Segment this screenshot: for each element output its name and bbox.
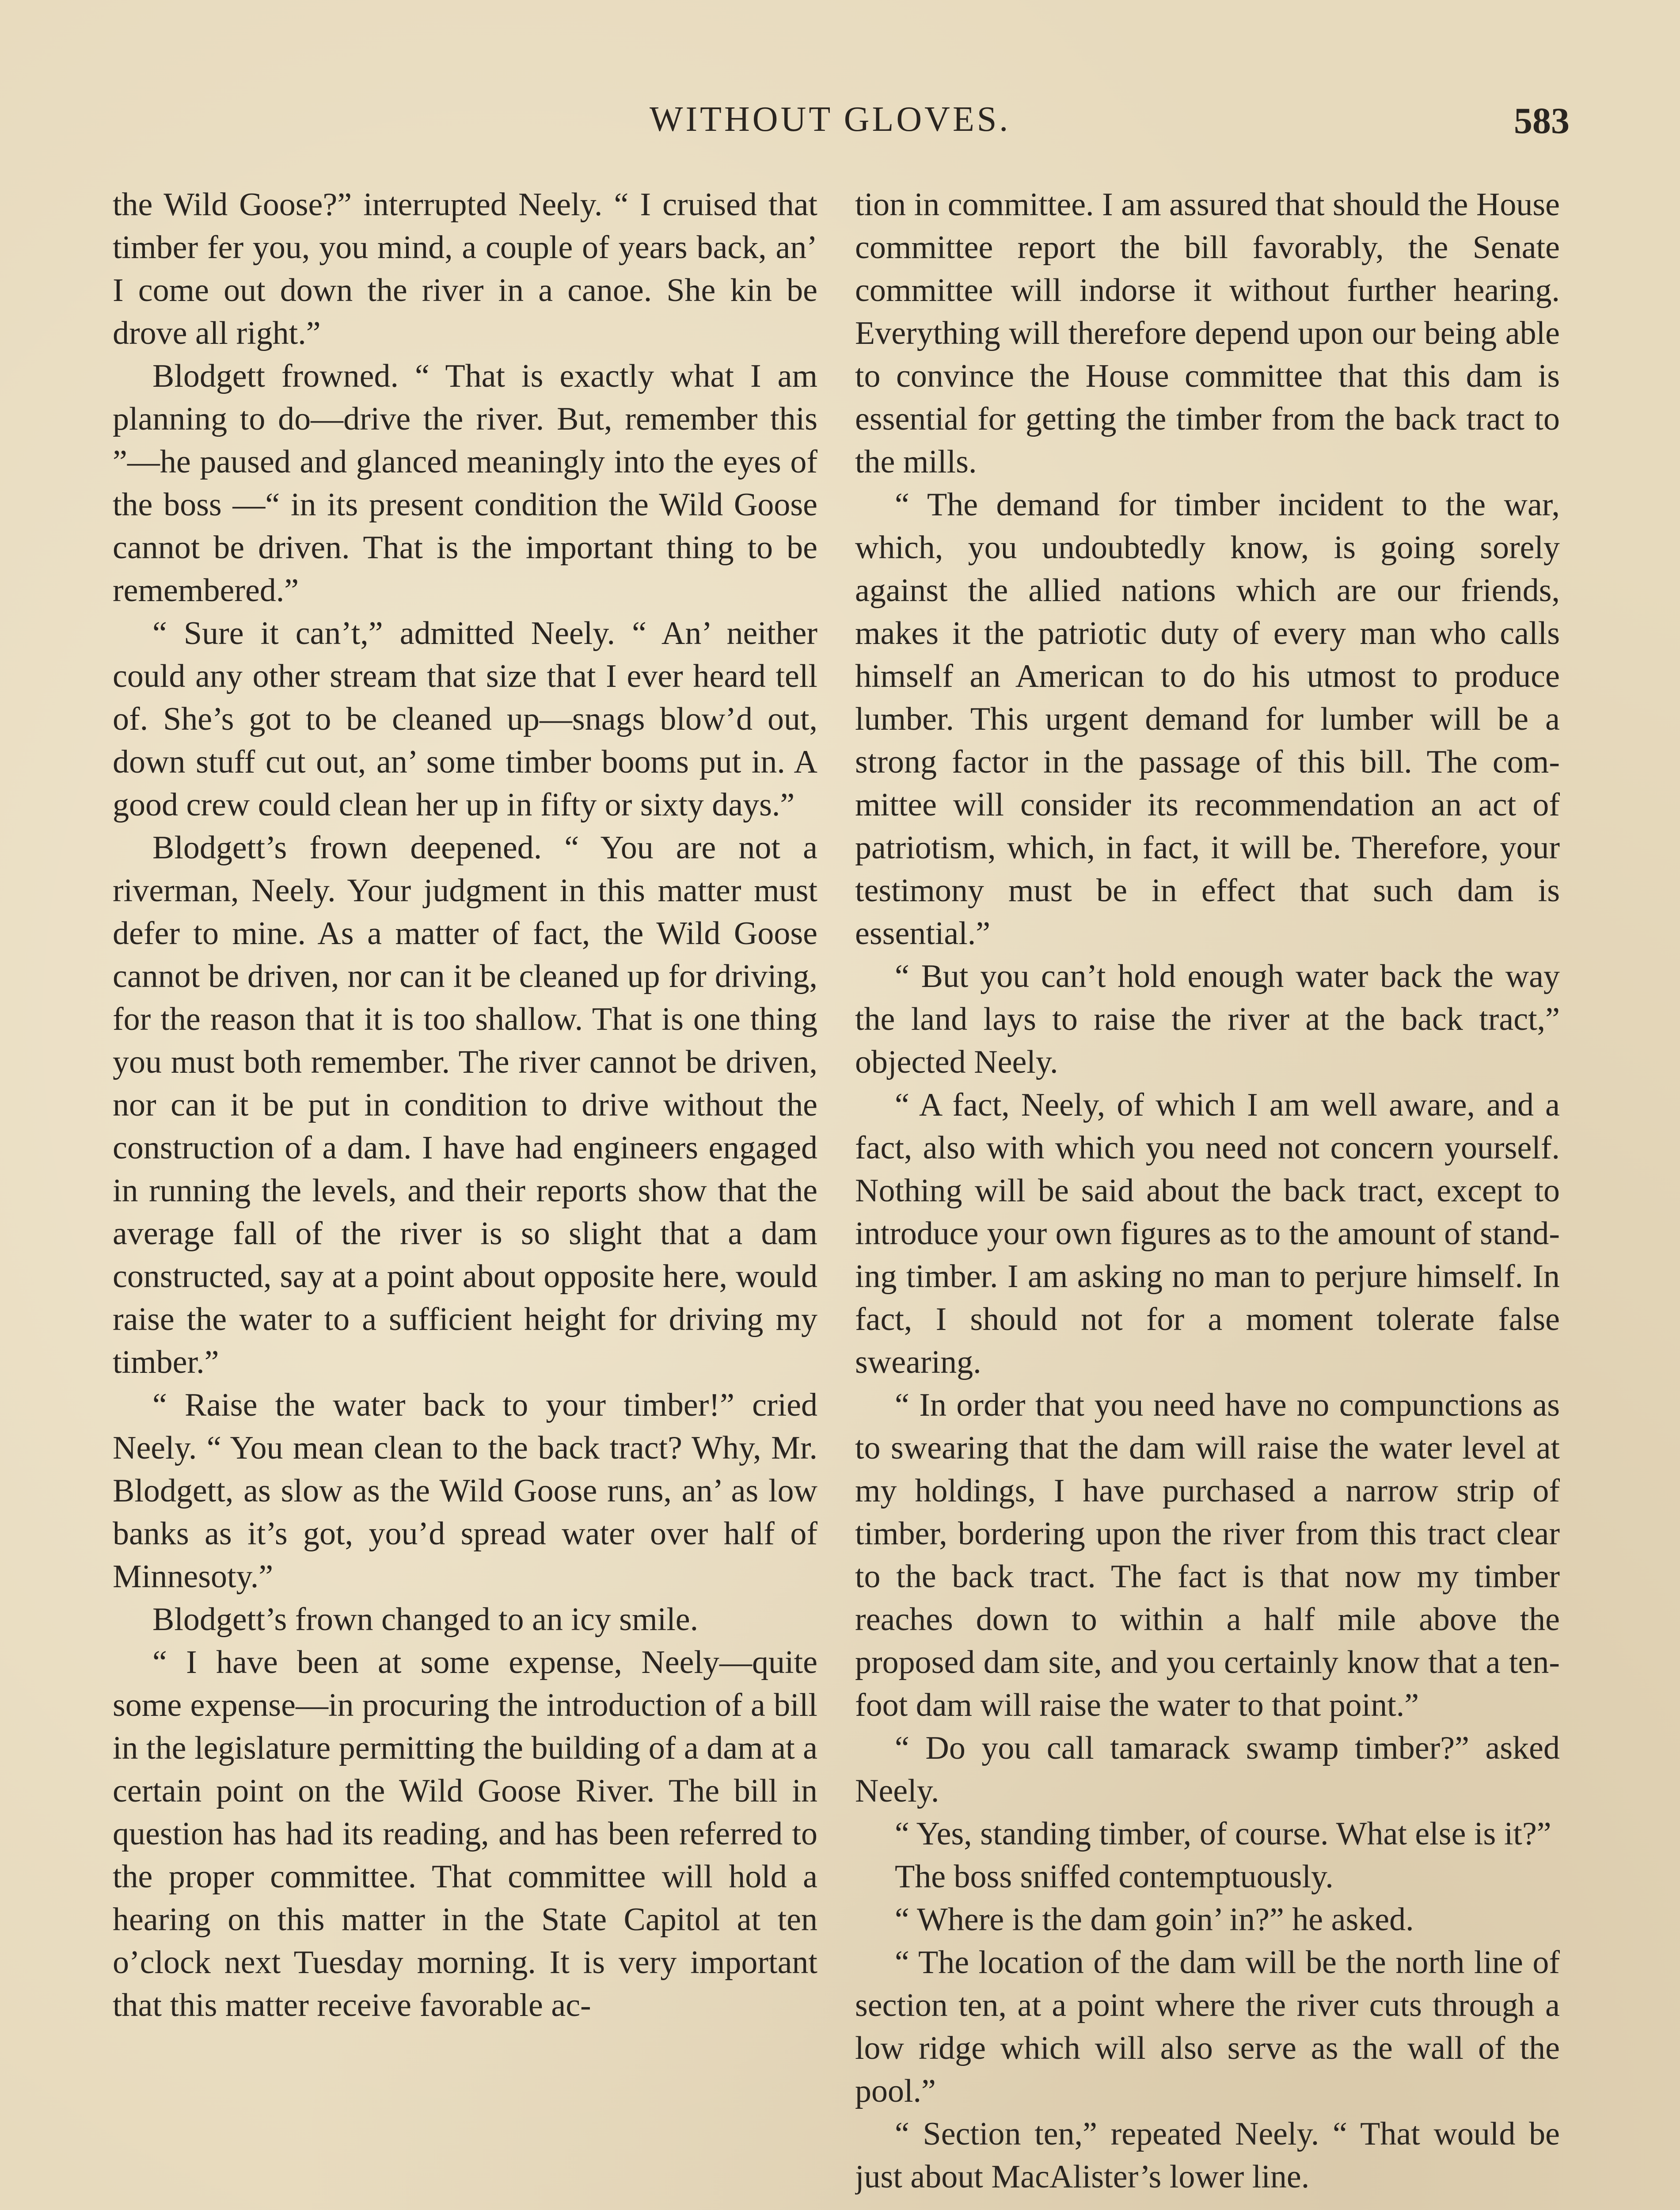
paragraph: “ The location of the dam will be the north line of section ten, at a point where the river cuts through a low ridge which will also serve as the wall of the pool.” <box>855 1944 1560 2109</box>
paragraph: the Wild Goose?” interrupted Neely. “ I cruised that timber fer you, you mind, a couple of years back, an’ I come out down the river in a canoe. She kin be drove all right.” <box>113 187 817 351</box>
left-column <box>113 183 817 2210</box>
paragraph: “ Where is the dam goin’ in?” he asked. <box>895 1901 1414 1938</box>
paragraph: Blodgett frowned. “ That is exactly what I am planning to do—drive the river. But, remember this ”—he paused and glanced meaningly into the eyes of the boss —“ in its present condition the Wild Goose cannot be driven. That is the important thing to be remembered.” <box>113 358 817 609</box>
paragraph: “ Section ten,” repeated Neely. “ That would be just about MacAlister’s lower line. <box>855 2116 1560 2195</box>
paragraph: tion in committee. I am assured that should the House committee report the bill favorably, the Senate committee will indorse it without further hearing. Everything will therefore depend upon our being able to convince the House committee that this dam is essential for getting the timber from the back tract to the mills. <box>855 187 1560 480</box>
paragraph: Blodgett’s frown deepened. “ You are not a riverman, Neely. Your judgment in this matter must defer to mine. As a matter of fact, the Wild Goose cannot be driven, nor can it be cleaned up for driving, for the reason that it is too shallow. That is one thing you must both remember. The river cannot be driven, nor can it be put in condition to drive without the construction of a dam. I have had engineers engaged in running the levels, and their reports show that the average fall of the river is so slight that a dam constructed, say at a point about opposite here, would raise the water to a sufficient height for driving my timber.” <box>113 830 817 1380</box>
running-title: WITHOUT GLOVES. <box>650 100 1011 139</box>
paragraph: “ But you can’t hold enough water back the way the land lays to raise the river at the back tract,” objected Neely. <box>855 958 1560 1080</box>
page-number: 583 <box>1514 100 1570 141</box>
paragraph: “ A fact, Neely, of which I am well aware, and a fact, also with which you need not concern yourself. Nothing will be said about the back tract, except to introduce your own figures as to the amount of standing timber. I am asking no man to perjure himself. In fact, I should not for a moment tolerate false swearing. <box>855 1087 1560 1380</box>
paragraph: “ Raise the water back to your timber!” cried Neely. “ You mean clean to the back tract? Why, Mr. Blodgett, as slow as the Wild Goose runs, an’ as low banks as it’s got, you’d spread water over half of Minnesoty.” <box>113 1387 817 1595</box>
right-column <box>855 183 1560 2210</box>
paragraph: Blodgett’s frown changed to an icy smile. <box>152 1601 699 1638</box>
paragraph: “ In order that you need have no compunctions as to swearing that the dam will raise the water level at my holdings, I have purchased a narrow strip of timber, bordering upon the river from this tract clear to the back tract. The fact is that now my timber reaches down to within a half mile above the proposed dam site, and you certainly know that a ten-foot dam will raise the water to that point.” <box>855 1387 1560 1723</box>
paragraph: “ The demand for timber incident to the war, which, you undoubtedly know, is going sorely against the allied nations which are our friends, makes it the patriotic duty of every man who calls himself an American to do his utmost to produce lumber. This urgent demand for lumber will be a strong factor in the passage of this bill. The committee will consider its recommendation an act of patriotism, which, in fact, it will be. Therefore, your testimony must be in effect that such dam is essential.” <box>855 487 1560 952</box>
paragraph: “ Sure it can’t,” admitted Neely. “ An’ neither could any other stream that size that I ever heard tell of. She’s got to be cleaned up—snags blow’d out, down stuff cut out, an’ some timber booms put in. A good crew could clean her up in fifty or sixty days.” <box>113 615 817 823</box>
paragraph: “ I have been at some expense, Neely—quite some expense—in procuring the introduction of a bill in the legislature permitting the building of a dam at a certain point on the Wild Goose River. The bill in question has had its reading, and has been referred to the proper committee. That committee will hold a hearing on this matter in the State Capitol at ten o’clock next Tuesday morning. It is very important that this matter receive favorable ac- <box>113 1644 817 2023</box>
paragraph: “ Do you call tamarack swamp timber?” asked Neely. <box>855 1730 1560 1809</box>
running-head <box>0 95 1680 144</box>
paragraph: The boss sniffed contemptuously. <box>895 1859 1334 1895</box>
paragraph: “ Yes, standing timber, of course. What else is it?” <box>895 1816 1551 1852</box>
